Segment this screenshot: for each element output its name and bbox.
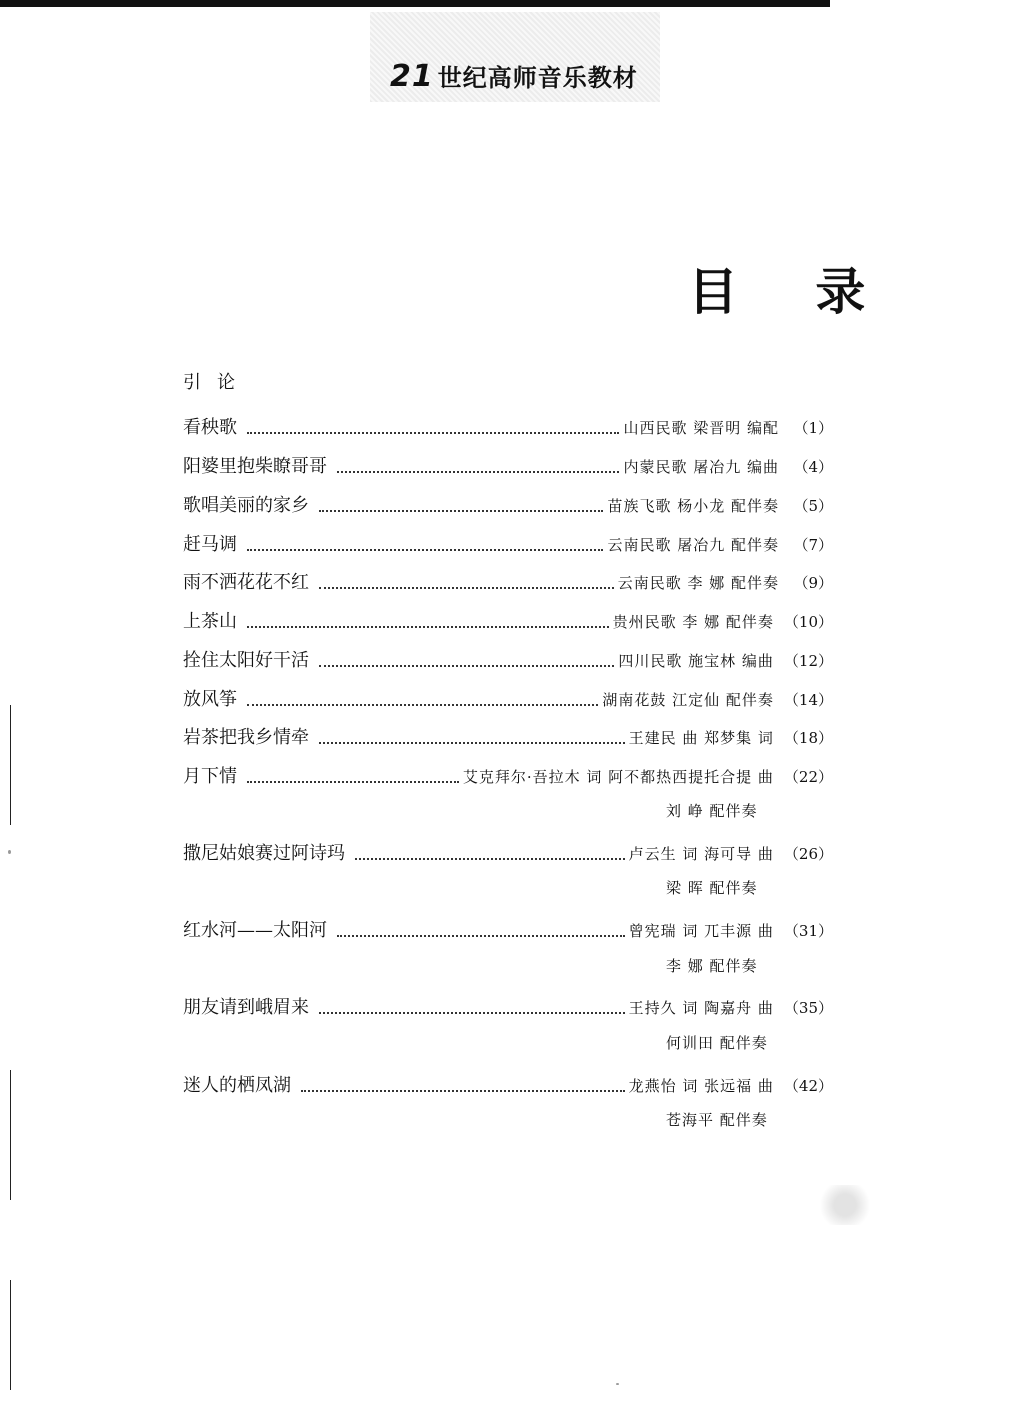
entry-credit: 苗族飞歌 杨小龙 配伴奏 — [607, 497, 779, 515]
toc-entry[interactable] — [183, 916, 833, 946]
entry-credit: 艾克拜尔·吾拉木 词 阿不都热西提托合提 曲 — [462, 768, 774, 786]
series-number: 21 — [390, 59, 434, 94]
entry-credit: 山西民歌 梁晋明 编配 — [623, 419, 779, 437]
dot-leader — [319, 500, 603, 512]
entry-title: 朋友请到峨眉来 — [183, 997, 309, 1018]
entry-arranger-line: 苍海平 配伴奏 — [666, 1111, 768, 1129]
entry-title: 赶马调 — [183, 534, 237, 555]
dot-leader — [355, 848, 625, 860]
dot-leader — [319, 577, 614, 589]
entry-page: （7） — [793, 536, 833, 554]
scan-smudge — [815, 1185, 875, 1225]
dot-leader — [301, 1080, 625, 1092]
scan-margin-line — [10, 1070, 11, 1200]
toc-entry[interactable] — [183, 762, 833, 792]
entry-title: 上茶山 — [183, 611, 237, 632]
entry-page: （5） — [793, 497, 833, 515]
dot-leader — [247, 539, 603, 551]
entry-title: 撒尼姑娘赛过阿诗玛 — [183, 843, 345, 864]
entry-title: 雨不洒花花不红 — [183, 572, 309, 593]
entry-credit: 卢云生 词 海可导 曲 — [628, 845, 774, 863]
entry-page: （35） — [783, 999, 833, 1017]
dot-leader — [247, 422, 619, 434]
dot-leader — [337, 925, 625, 937]
toc-entry[interactable] — [183, 839, 833, 869]
scan-margin-line — [10, 1280, 11, 1390]
entry-page: （22） — [783, 768, 833, 786]
entry-title: 放风筝 — [183, 689, 237, 710]
toc-entry[interactable] — [183, 413, 833, 443]
entry-title: 红水河——太阳河 — [183, 920, 327, 941]
entry-page: （14） — [783, 691, 833, 709]
entry-title: 岩茶把我乡情牵 — [183, 727, 309, 748]
entry-page: （31） — [783, 922, 833, 940]
entry-page: （9） — [793, 574, 833, 592]
toc-entry[interactable] — [183, 646, 833, 676]
dot-leader — [247, 771, 459, 783]
toc-entry[interactable] — [183, 993, 833, 1023]
entry-credit: 王建民 曲 郑梦集 词 — [628, 729, 774, 747]
dot-leader — [337, 461, 619, 473]
entry-credit: 龙燕怡 词 张远福 曲 — [628, 1077, 774, 1095]
toc-entry[interactable] — [183, 1071, 833, 1101]
entry-credit: 湖南花鼓 江定仙 配伴奏 — [602, 691, 774, 709]
toc-entry[interactable] — [183, 607, 833, 637]
toc-entry[interactable] — [183, 568, 833, 598]
toc-entry[interactable] — [183, 685, 833, 715]
series-text: 世纪高师音乐教材 — [437, 64, 638, 92]
entry-credit: 贵州民歌 李 娜 配伴奏 — [612, 613, 774, 631]
toc-title: 目 录 — [688, 263, 866, 321]
entry-arranger-line: 刘 峥 配伴奏 — [666, 802, 758, 820]
entry-title: 月下情 — [183, 766, 237, 787]
intro-label: 引论 — [183, 372, 251, 393]
dot-leader — [319, 732, 625, 744]
toc-entry[interactable] — [183, 452, 833, 482]
scan-speck — [616, 1383, 619, 1385]
toc-entry[interactable] — [183, 491, 833, 521]
dot-leader — [319, 1002, 625, 1014]
entry-page: （18） — [783, 729, 833, 747]
entry-title: 歌唱美丽的家乡 — [183, 495, 309, 516]
entry-credit: 王持久 词 陶嘉舟 曲 — [628, 999, 774, 1017]
entry-title: 迷人的栖凤湖 — [183, 1075, 291, 1096]
entry-credit: 四川民歌 施宝林 编曲 — [618, 652, 774, 670]
entry-title: 拴住太阳好干活 — [183, 650, 309, 671]
dot-leader — [319, 655, 614, 667]
entry-page: （26） — [783, 845, 833, 863]
entry-arranger-line: 梁 晖 配伴奏 — [666, 879, 758, 897]
entry-credit: 云南民歌 屠冶九 配伴奏 — [607, 536, 779, 554]
entry-page: （4） — [793, 458, 833, 476]
top-rule — [0, 0, 830, 7]
entry-page: （42） — [783, 1077, 833, 1095]
entry-credit: 内蒙民歌 屠冶九 编曲 — [623, 458, 779, 476]
scan-speck — [8, 850, 11, 854]
entry-credit: 云南民歌 李 娜 配伴奏 — [617, 574, 779, 592]
dot-leader — [247, 616, 609, 628]
entry-credit: 曾宪瑞 词 兀丰源 曲 — [628, 922, 774, 940]
entry-page: （12） — [783, 652, 833, 670]
entry-title: 阳婆里抱柴瞭哥哥 — [183, 456, 327, 477]
entry-page: （1） — [793, 419, 833, 437]
entry-arranger-line: 何训田 配伴奏 — [666, 1034, 768, 1052]
entry-title: 看秧歌 — [183, 417, 237, 438]
toc-entry[interactable] — [183, 530, 833, 560]
entry-arranger-line: 李 娜 配伴奏 — [666, 957, 758, 975]
entry-page: （10） — [783, 613, 833, 631]
scan-margin-line — [10, 705, 11, 825]
dot-leader — [247, 694, 598, 706]
series-title — [390, 58, 638, 94]
toc-entry[interactable] — [183, 723, 833, 753]
